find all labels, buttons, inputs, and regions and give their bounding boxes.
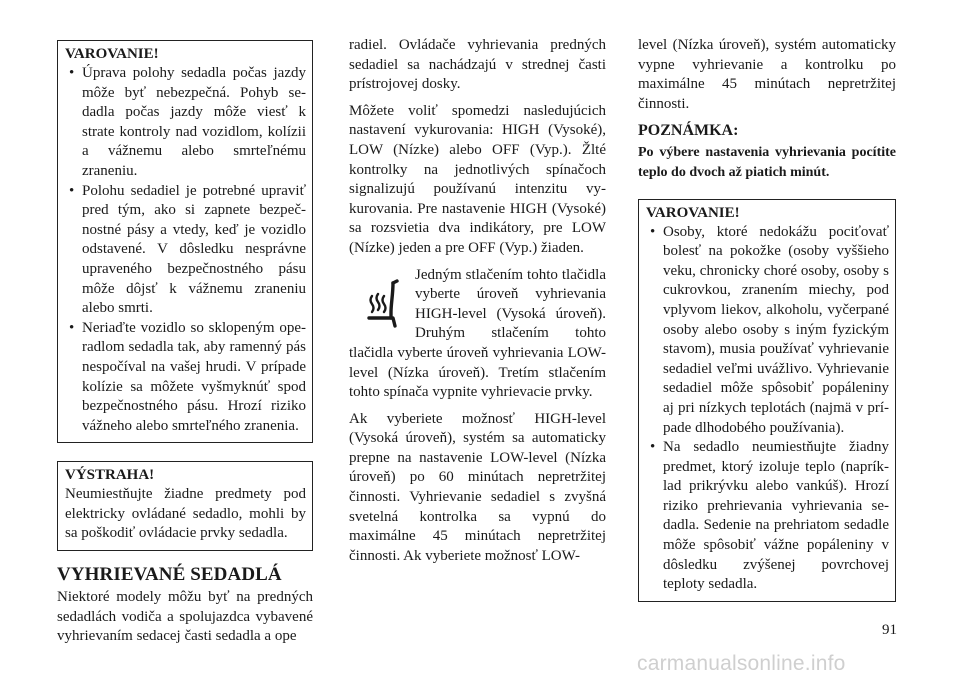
warning-title: VAROVANIE! [646,204,740,221]
intro-paragraph: Niektoré modely môžu byť na predných sedadlách vodiča a spolujazdca vybavené vyhrievaním sedacej časti sedadla a ope [57,589,313,645]
caution-text: Neumiestňujte žiadne predmety pod elektricky ovládané sedadlo, mohli by sa poškodiť ovládacie prvky sedadla. [65,486,306,542]
middle-column [349,36,606,573]
paragraph-low-level: level (Nízka úroveň), systém automaticky vypne vyhrievanie a kontrolku po maximálne 45 minútach nepretržitej činnosti. [638,37,896,112]
paragraph-auto-switch: Ak vyberiete možnosť HIGH-level (Vysoká úroveň), systém sa automaticky prepne na nastavenie LOW-level (Nízka úroveň) po 60 minútach nepretržitej činnosti. Vyhrievanie sedadiel s zvyšná svetelná kontrolka sa vypnú do maximálne 45 minútach nepretržitej činnosti. Ak vyberiete možnosť LOW- [349,410,606,564]
warning-item: • Osoby, ktoré nedokážu pociťovať bolesť na pokožke (osoby vyššieho veku, chronicky choré osoby, osoby s cukrovkou, zranením miechy, pod vplyvom liekov, alkoholu, vyčerpané osoby alebo osoby s iným fyzickým stavom), musia používať vyhrievanie sedadiel veľmi uvážlivo. Vyhrievanie sedadiel môže spôsobiť popáleniny aj pri nízkych teplotách (najmä v prípade dlhodobého používania). [646,223,889,439]
heated-seat-icon [349,274,409,336]
right-column [638,36,896,602]
warning-list [646,223,889,595]
note-title: POZNÁMKA: [638,122,739,140]
note-text: Po výbere nastavenia vyhrievania pocítite teplo do dvoch až piatich minút. [638,145,896,180]
paragraph-heat-settings: Môžete voliť spomedzi nasledujúcich nastavení vykurovania: HIGH (Vysoké), LOW (Nízke) alebo OFF (Vyp.). Žlté kontrolky na jednotlivých spínačoch signalizujú používanú intenzitu vykurovania. Pre nastavenie HIGH (Vysoké) sa rozsvietia dva indikátory, pre LOW (Nízke) jeden a pre OFF (Vyp.) žiaden. [349,102,606,256]
watermark: carmanualsonline.info [637,652,846,675]
caution-title: VÝSTRAHA! [65,467,155,484]
warning-title: VAROVANIE! [65,46,159,62]
left-column [57,40,313,654]
warning-item: • Úprava polohy sedadla počas jazdy môže byť nebezpečná. Pohyb sedadla počas jazdy môže viesť k strate kontroly nad vozidlom, kolízii a vážnemu alebo smrteľnému zraneniu. [65,64,306,182]
warning-item: • Polohu sedadiel je potrebné upraviť pred tým, ako si zapnete bezpečnostné pásy a vtedy, keď je vozidlo odstavené. V dôsledku nesprávne upraveného bezpečnostného pásu môže dôjsť k vážnemu zraneniu alebo smrti. [65,182,306,319]
warning-box-seat-adjustment [57,40,313,443]
paragraph-controls-location: radiel. Ovládače vyhrievania predných sedadiel sa nachádzajú v strednej časti prístrojovej dosky. [349,37,606,93]
section-heading: VYHRIEVANÉ SEDADLÁ [57,564,282,586]
page-number: 91 [882,622,897,638]
warning-box-heated-seats [638,199,896,602]
caution-box [57,461,313,551]
warning-item: • Na sedadlo neumiestňujte žiadny predmet, ktorý izoluje teplo (napríklad prikrývku alebo vankúš). Hrozí riziko prehrievania vyhrievania sedadla. Sedenie na prehriatom sedadle môže spôsobiť vážne popáleniny v dôsledku zvýšenej povrchovej teploty sedadla. [646,438,889,595]
warning-list [65,64,306,436]
warning-item: • Neriaďte vozidlo so sklopeným operadlom sedadla tak, aby ramenný pás nespočíval na vašej hrudi. V prípade kolízie sa môžete vyšmyknúť spod bezpečnostného pásu. Hrozí riziko vážneho alebo smrteľného zranenia. [65,319,306,437]
paragraph-button-usage: Jedným stlačením tohto tlačidla vyberte úroveň vyhrievania HIGH-level (Vysoká úroveň). Druhým stlačením tohto tlačidla vyberte úroveň vyhrievania LOW-level (Nízka úroveň). Tretím stlačením tohto spínača vypnite vyhrievacie prvky. [349,266,606,401]
paragraph-with-icon [349,266,606,403]
